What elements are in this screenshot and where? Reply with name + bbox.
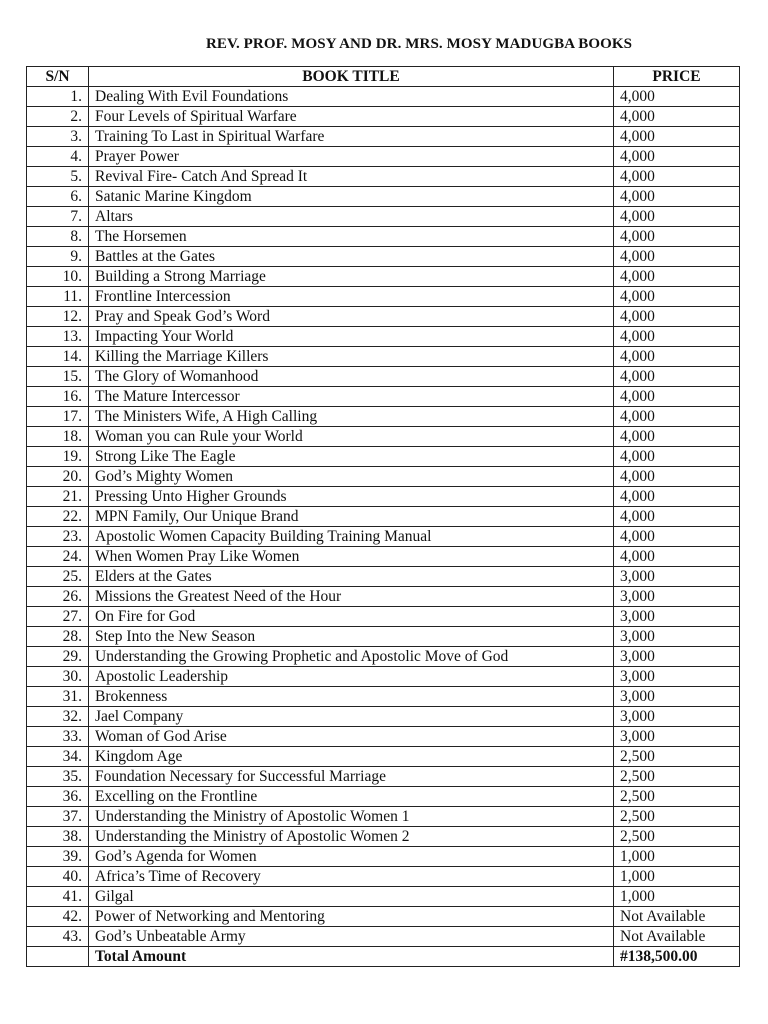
row-book-title: Four Levels of Spiritual Warfare	[89, 107, 614, 127]
row-price: 3,000	[614, 607, 740, 627]
row-sn: 23.	[27, 527, 89, 547]
row-price: 4,000	[614, 87, 740, 107]
row-sn: 13.	[27, 327, 89, 347]
table-row	[27, 927, 740, 947]
table-row	[27, 907, 740, 927]
row-price: Not Available	[614, 927, 740, 947]
row-sn: 33.	[27, 727, 89, 747]
row-sn: 5.	[27, 167, 89, 187]
row-price: 4,000	[614, 447, 740, 467]
row-sn: 18.	[27, 427, 89, 447]
table-row	[27, 387, 740, 407]
row-price: 3,000	[614, 587, 740, 607]
row-sn: 37.	[27, 807, 89, 827]
table-row	[27, 307, 740, 327]
row-price: 4,000	[614, 387, 740, 407]
row-price: 4,000	[614, 467, 740, 487]
row-book-title: Pressing Unto Higher Grounds	[89, 487, 614, 507]
row-sn: 22.	[27, 507, 89, 527]
row-sn: 34.	[27, 747, 89, 767]
row-book-title: Frontline Intercession	[89, 287, 614, 307]
row-book-title: Satanic Marine Kingdom	[89, 187, 614, 207]
row-book-title: Pray and Speak God’s Word	[89, 307, 614, 327]
row-sn: 11.	[27, 287, 89, 307]
row-book-title: Understanding the Growing Prophetic and Apostolic Move of God	[89, 647, 614, 667]
row-price: 4,000	[614, 507, 740, 527]
row-sn: 1.	[27, 87, 89, 107]
row-book-title: When Women Pray Like Women	[89, 547, 614, 567]
row-book-title: Jael Company	[89, 707, 614, 727]
books-table	[26, 66, 740, 967]
table-row	[27, 487, 740, 507]
table-row	[27, 267, 740, 287]
table-row	[27, 807, 740, 827]
table-row	[27, 327, 740, 347]
row-price: 4,000	[614, 427, 740, 447]
row-sn: 7.	[27, 207, 89, 227]
table-row	[27, 507, 740, 527]
row-price: 4,000	[614, 167, 740, 187]
row-sn: 43.	[27, 927, 89, 947]
total-label: Total Amount	[89, 947, 614, 967]
row-price: 4,000	[614, 547, 740, 567]
row-book-title: Elders at the Gates	[89, 567, 614, 587]
total-sn-cell	[27, 947, 89, 967]
table-row	[27, 187, 740, 207]
table-row	[27, 227, 740, 247]
row-price: 3,000	[614, 567, 740, 587]
row-book-title: Woman of God Arise	[89, 727, 614, 747]
row-price: 4,000	[614, 207, 740, 227]
row-price: 4,000	[614, 287, 740, 307]
table-row	[27, 547, 740, 567]
row-book-title: Strong Like The Eagle	[89, 447, 614, 467]
row-price: 4,000	[614, 527, 740, 547]
header-sn: S/N	[27, 67, 89, 87]
row-book-title: Woman you can Rule your World	[89, 427, 614, 447]
row-book-title: Power of Networking and Mentoring	[89, 907, 614, 927]
row-book-title: Step Into the New Season	[89, 627, 614, 647]
table-row	[27, 887, 740, 907]
row-price: 4,000	[614, 267, 740, 287]
row-price: 4,000	[614, 187, 740, 207]
row-book-title: Battles at the Gates	[89, 247, 614, 267]
row-book-title: Gilgal	[89, 887, 614, 907]
row-price: Not Available	[614, 907, 740, 927]
document-title: REV. PROF. MOSY AND DR. MRS. MOSY MADUGBA BOOKS	[205, 36, 633, 52]
row-sn: 24.	[27, 547, 89, 567]
row-price: 3,000	[614, 687, 740, 707]
row-sn: 12.	[27, 307, 89, 327]
book-rows	[27, 87, 740, 947]
table-row	[27, 427, 740, 447]
row-book-title: Africa’s Time of Recovery	[89, 867, 614, 887]
row-book-title: The Mature Intercessor	[89, 387, 614, 407]
table-row	[27, 147, 740, 167]
row-book-title: Altars	[89, 207, 614, 227]
table-row	[27, 127, 740, 147]
row-price: 3,000	[614, 727, 740, 747]
row-sn: 36.	[27, 787, 89, 807]
row-price: 2,500	[614, 747, 740, 767]
row-sn: 35.	[27, 767, 89, 787]
row-book-title: Excelling on the Frontline	[89, 787, 614, 807]
row-price: 1,000	[614, 867, 740, 887]
table-row	[27, 587, 740, 607]
row-sn: 3.	[27, 127, 89, 147]
table-row	[27, 787, 740, 807]
row-sn: 15.	[27, 367, 89, 387]
row-book-title: Brokenness	[89, 687, 614, 707]
row-book-title: Apostolic Leadership	[89, 667, 614, 687]
row-book-title: Prayer Power	[89, 147, 614, 167]
row-book-title: Revival Fire- Catch And Spread It	[89, 167, 614, 187]
row-sn: 31.	[27, 687, 89, 707]
row-price: 3,000	[614, 707, 740, 727]
row-book-title: The Horsemen	[89, 227, 614, 247]
row-sn: 17.	[27, 407, 89, 427]
table-row	[27, 827, 740, 847]
row-book-title: Apostolic Women Capacity Building Training Manual	[89, 527, 614, 547]
row-price: 1,000	[614, 847, 740, 867]
table-row	[27, 707, 740, 727]
table-row	[27, 627, 740, 647]
row-sn: 9.	[27, 247, 89, 267]
row-book-title: Foundation Necessary for Successful Marriage	[89, 767, 614, 787]
row-price: 4,000	[614, 247, 740, 267]
row-book-title: Understanding the Ministry of Apostolic Women 2	[89, 827, 614, 847]
total-value: #138,500.00	[614, 947, 740, 967]
table-row	[27, 107, 740, 127]
row-sn: 2.	[27, 107, 89, 127]
header-price: PRICE	[614, 67, 740, 87]
row-sn: 19.	[27, 447, 89, 467]
table-row	[27, 287, 740, 307]
row-book-title: Killing the Marriage Killers	[89, 347, 614, 367]
row-sn: 20.	[27, 467, 89, 487]
row-sn: 39.	[27, 847, 89, 867]
row-book-title: Impacting Your World	[89, 327, 614, 347]
row-book-title: God’s Mighty Women	[89, 467, 614, 487]
row-sn: 26.	[27, 587, 89, 607]
row-sn: 30.	[27, 667, 89, 687]
row-price: 4,000	[614, 147, 740, 167]
row-book-title: Kingdom Age	[89, 747, 614, 767]
row-sn: 16.	[27, 387, 89, 407]
row-book-title: Understanding the Ministry of Apostolic Women 1	[89, 807, 614, 827]
total-row	[27, 947, 740, 967]
row-price: 4,000	[614, 107, 740, 127]
row-price: 1,000	[614, 887, 740, 907]
row-price: 4,000	[614, 227, 740, 247]
row-book-title: Building a Strong Marriage	[89, 267, 614, 287]
table-row	[27, 207, 740, 227]
table-row	[27, 847, 740, 867]
table-row	[27, 567, 740, 587]
row-price: 3,000	[614, 667, 740, 687]
row-sn: 41.	[27, 887, 89, 907]
row-price: 2,500	[614, 827, 740, 847]
row-sn: 40.	[27, 867, 89, 887]
row-book-title: God’s Agenda for Women	[89, 847, 614, 867]
row-price: 2,500	[614, 787, 740, 807]
row-sn: 32.	[27, 707, 89, 727]
row-price: 3,000	[614, 627, 740, 647]
row-sn: 6.	[27, 187, 89, 207]
header-book-title: BOOK TITLE	[89, 67, 614, 87]
row-sn: 29.	[27, 647, 89, 667]
row-price: 3,000	[614, 647, 740, 667]
row-sn: 27.	[27, 607, 89, 627]
table-row	[27, 407, 740, 427]
row-sn: 14.	[27, 347, 89, 367]
table-row	[27, 767, 740, 787]
row-sn: 8.	[27, 227, 89, 247]
row-price: 4,000	[614, 347, 740, 367]
table-header-row	[27, 67, 740, 87]
row-price: 2,500	[614, 807, 740, 827]
row-price: 4,000	[614, 127, 740, 147]
row-sn: 25.	[27, 567, 89, 587]
row-price: 2,500	[614, 767, 740, 787]
row-book-title: Missions the Greatest Need of the Hour	[89, 587, 614, 607]
row-book-title: The Ministers Wife, A High Calling	[89, 407, 614, 427]
table-row	[27, 527, 740, 547]
table-row	[27, 87, 740, 107]
table-row	[27, 447, 740, 467]
row-sn: 10.	[27, 267, 89, 287]
row-price: 4,000	[614, 367, 740, 387]
row-sn: 38.	[27, 827, 89, 847]
table-row	[27, 727, 740, 747]
row-sn: 42.	[27, 907, 89, 927]
row-book-title: MPN Family, Our Unique Brand	[89, 507, 614, 527]
row-price: 4,000	[614, 307, 740, 327]
table-row	[27, 467, 740, 487]
row-sn: 4.	[27, 147, 89, 167]
table-row	[27, 687, 740, 707]
row-price: 4,000	[614, 407, 740, 427]
row-sn: 28.	[27, 627, 89, 647]
table-row	[27, 167, 740, 187]
row-book-title: Dealing With Evil Foundations	[89, 87, 614, 107]
table-row	[27, 607, 740, 627]
table-row	[27, 867, 740, 887]
row-price: 4,000	[614, 327, 740, 347]
row-book-title: God’s Unbeatable Army	[89, 927, 614, 947]
table-row	[27, 347, 740, 367]
row-book-title: Training To Last in Spiritual Warfare	[89, 127, 614, 147]
table-row	[27, 647, 740, 667]
table-row	[27, 667, 740, 687]
row-book-title: On Fire for God	[89, 607, 614, 627]
table-row	[27, 367, 740, 387]
table-row	[27, 747, 740, 767]
row-price: 4,000	[614, 487, 740, 507]
row-sn: 21.	[27, 487, 89, 507]
row-book-title: The Glory of Womanhood	[89, 367, 614, 387]
table-row	[27, 247, 740, 267]
